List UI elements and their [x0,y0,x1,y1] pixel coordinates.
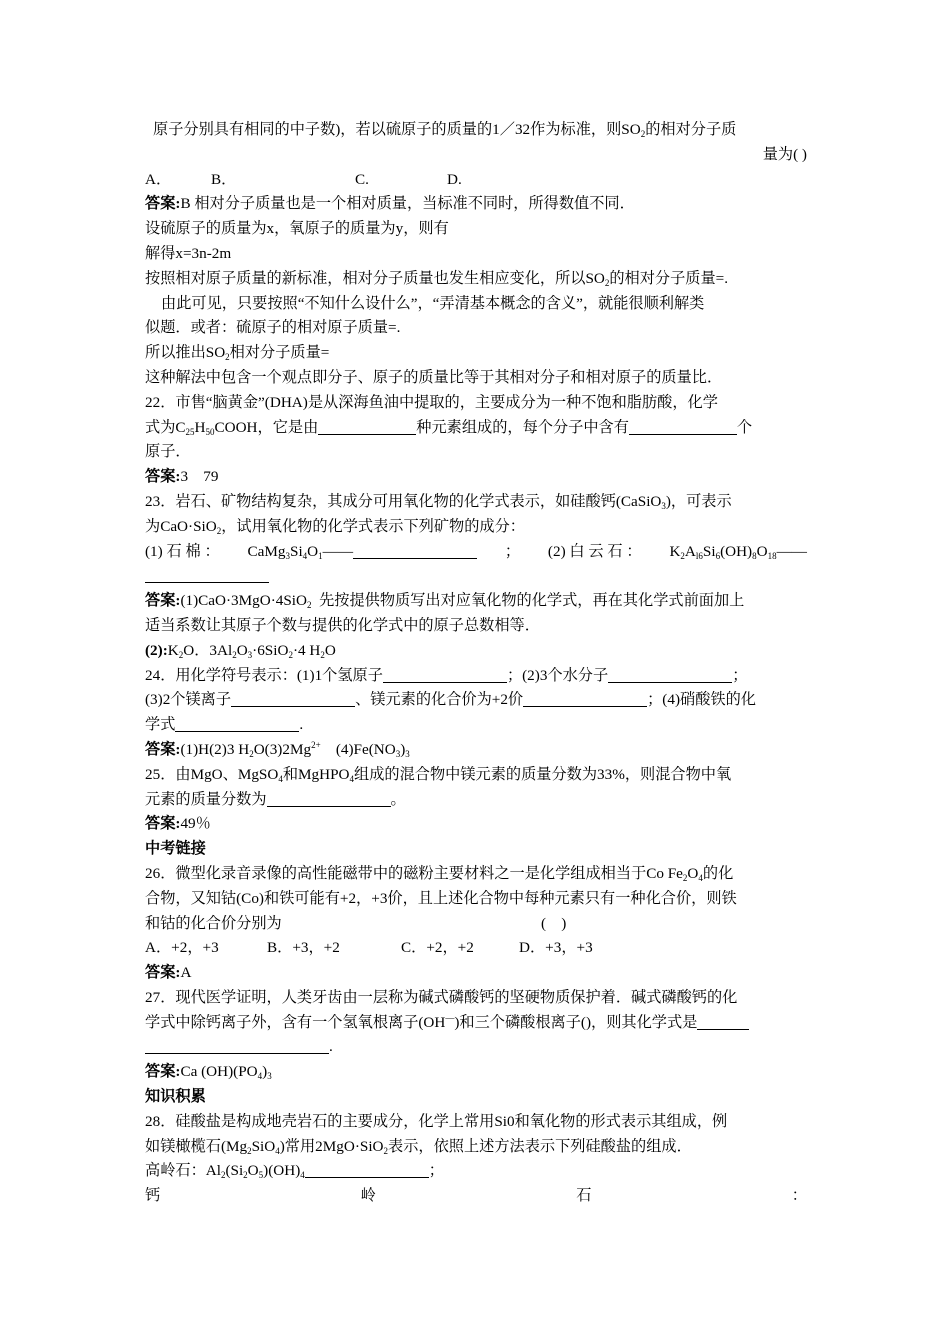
q24-blank-3b[interactable] [523,690,647,707]
q23-stem-line3: (1) 石 棉 ： $CaMg_3Si_4O_1——$ ； (2) 白 云 石 ： $K_2A_{l6}Si_6(OH)_8O_{18}——$ [145,542,807,561]
section-heading-knowledge: 知识积累 [145,1088,206,1106]
q22-blank-elements[interactable] [318,418,416,435]
q22-answer: 答案:3 79 [145,468,219,486]
q24-stem-line2: (3)2个镁离子 、镁元素的化合价为+2价 ；(4)硝酸铁的化 [145,691,756,709]
q27-stem-line3: . [145,1035,807,1060]
q28-calcium-line: 钙 岭 石 ： [145,1187,807,1205]
q23-answer-line2: 适当系数让其原子个数与提供的化学式中的原子总数相等． [145,616,540,634]
q22-stem-line1: 22．市售“脑黄金”(DHA)是从深海鱼油中提取的，主要成分为一种不饱和脂肪酸，化学 [145,393,718,411]
q21-explanation-line3: 按照相对原子质量的新标准，相对分子质量也发生相应变化，所以$SO_2$的相对分子质量=. [145,269,729,288]
q26-stem-line1: 26．微型化录音录像的高性能磁带中的磁粉主要材料之一是化学组成相当于Co $Fe_2O_4$的化 [145,864,734,883]
q25-answer: 答案:49％ [145,815,211,833]
q21-explanation-line4: 由此可见，只要按照“不知什么设什么”，“弄清基本概念的含义”，就能很顺利解类 [161,294,705,312]
q21-explanation-line2: 解得x=3n-2m [145,244,232,262]
q24-answer: 答案:(1)H(2)3 $H_2O(3)2Mg^{2+}$ $(4)Fe(NO_3)_3$ [145,739,410,759]
q27-blank-start[interactable] [697,1013,749,1030]
q28-blank-kaolinite[interactable] [305,1161,429,1178]
q23-stem-line2: 为CaO·SiO$_2$，试用氧化物的化学式表示下列矿物的成分： [145,517,525,536]
q22-blank-atoms[interactable] [629,418,737,435]
q23-blank-asbestos[interactable] [353,542,477,559]
q23-blank-dolomite[interactable] [145,566,269,583]
q22-stem-line2: 式为$C_{25}H_{50}COOH$，它是由 种元素组成的，每个分子中含有 个 [145,418,753,437]
q23-answer-line1: 答案:(1)CaO·3MgO·4SiO$_2$ 先按提供物质写出对应氧化物的化学式，再在其化学式前面加上 [145,592,745,611]
q21-explanation-line1: 设硫原子的质量为x，氧原子的质量为y，则有 [145,220,449,238]
q27-stem-line2: 学式中除钙离子外，含有一个氢氧根离子(OH—)和三个磷酸根离子()，则其化学式是 [145,1011,807,1036]
q24-blank-3a[interactable] [231,690,355,707]
q24-blank-1[interactable] [383,666,507,683]
q28-stem-line1: 28．硅酸盐是构成地壳岩石的主要成分，化学上常用Si0和氧化物的形式表示其组成，例 [145,1112,728,1130]
q21-explanation-line5: 似题．或者：硫原子的相对原子质量=. [145,319,401,337]
q25-stem-line1: 25．由MgO、MgSO$_4$和MgHPO$_4$组成的混合物中镁元素的质量分数为33%，则混合物中氧 [145,765,732,784]
q27-answer: 答案:Ca $(OH)(PO_4)_3$ [145,1063,272,1082]
q21-stem-line1: 原子分别具有相同的中子数)，若以硫原子的质量的1／32作为标准，则$SO_2$的相对分子质 [153,121,737,139]
q24-blank-2[interactable] [608,666,732,683]
q27-stem-line1: 27．现代医学证明，人类牙齿由一层称为碱式磷酸钙的坚硬物质保护着．碱式磷酸钙的化 [145,988,738,1006]
q22-stem-line3: 原子． [145,443,191,461]
q24-blank-4[interactable] [175,715,299,732]
q21-stem-line2: 量为( ) [762,145,807,163]
q21-explanation-line7: 这种解法中包含一个观点即分子、原子的质量比等于其相对分子和相对原子的质量比． [145,368,723,386]
q26-options: A．+2，+3 B．+3，+2 C．+2，+2 D．+3，+3 [145,939,593,957]
q26-stem-line3: 和钴的化合价分别为 ( ) [145,914,567,932]
section-heading-exam-link: 中考链接 [145,840,206,858]
q23-stem-line1: 23．岩石、矿物结构复杂，其成分可用氧化物的化学式表示，如硅酸钙(CaSiO$_3$)，可表示 [145,492,732,511]
q26-stem-line2: 合物，又知钴(Co)和铁可能有+2，+3价，且上述化合物中每种元素只有一种化合价，则铁 [145,889,737,907]
q28-stem-line2: 如镁橄榄石$(Mg_2SiO_4)$常用2MgO·SiO$_2$表示，依照上述方法表示下列硅酸盐的组成． [145,1137,692,1156]
q26-answer: 答案:A [145,964,192,982]
q27-blank-end[interactable] [145,1037,329,1054]
q24-stem-line1: 24．用化学符号表示：(1)1个氢原子 ；(2)3个水分子 ； [145,666,748,684]
q21-answer: 答案:B 相对分子质量也是一个相对质量，当标准不同时，所得数值不同． [145,195,635,213]
q25-stem-line2: 元素的质量分数为 。 [145,790,406,808]
q23-answer-line3: $(2):K_2O$．$3Al_2O_3\cdot 6SiO_2\cdot 4$ $H_2O$ [145,641,336,660]
q21-explanation-line6: 所以推出$SO_2$相对分子质量= [145,344,330,363]
q25-blank[interactable] [267,790,391,807]
q23-blank-line [145,564,807,589]
q28-kaolinite-line: 高岭石：$Al_2(Si_2O_5)(OH)_4$ ； [145,1162,444,1181]
q21-options: A． B． C. D. [145,170,462,188]
q24-stem-line3: 学式 . [145,716,304,734]
document-page [145,118,807,1209]
